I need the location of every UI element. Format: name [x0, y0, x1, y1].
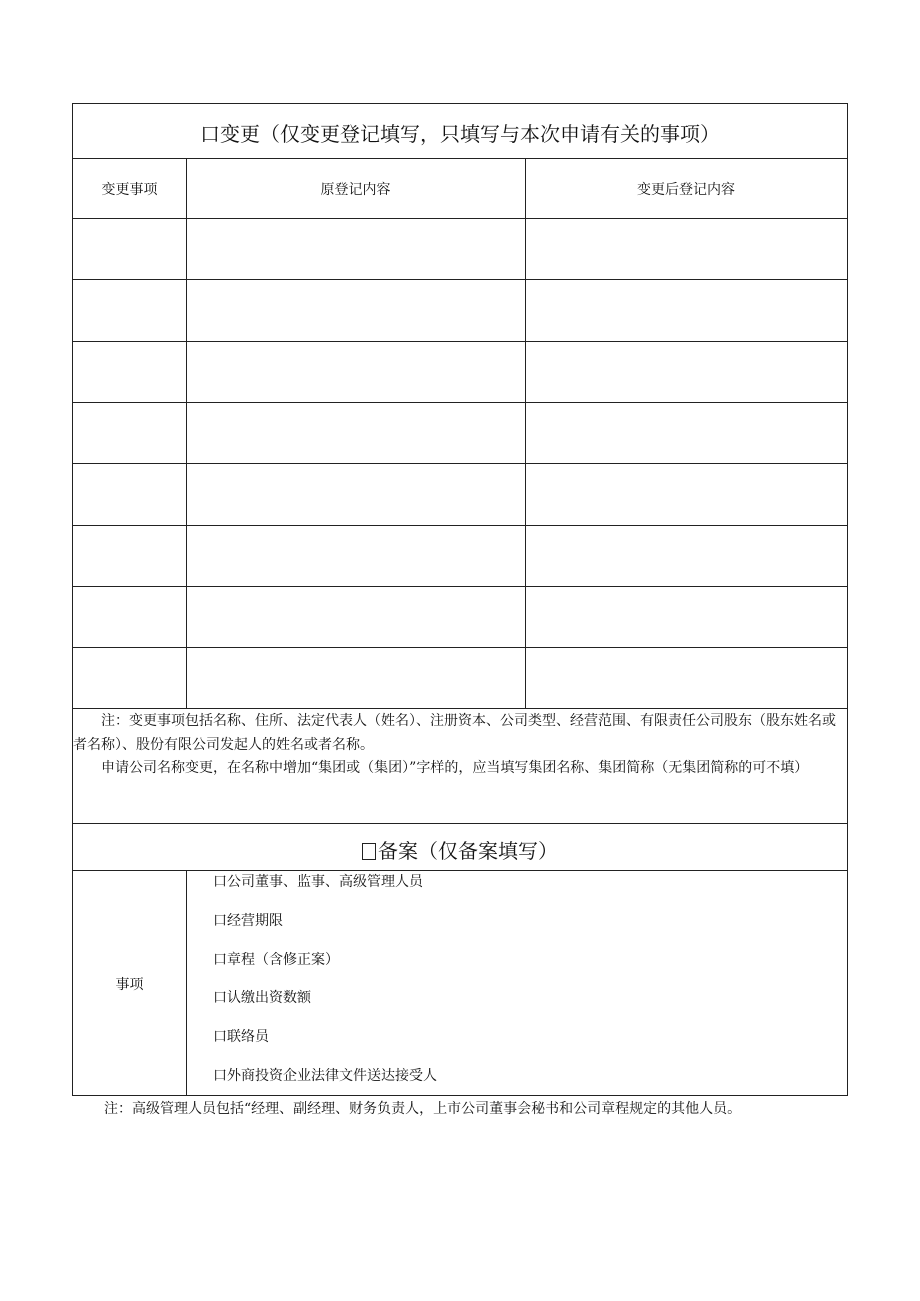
table-cell-changed[interactable]	[525, 402, 847, 463]
table-cell-change-item[interactable]	[73, 341, 186, 402]
table-cell-original[interactable]	[186, 647, 525, 708]
table-cell-changed[interactable]	[525, 586, 847, 647]
table-cell-changed[interactable]	[525, 279, 847, 341]
divider	[73, 158, 847, 159]
table-cell-changed[interactable]	[525, 341, 847, 402]
table-cell-original[interactable]	[186, 463, 525, 525]
table-cell-changed[interactable]	[525, 218, 847, 279]
divider	[73, 870, 847, 871]
filing-item[interactable]: 口认缴出资数额	[213, 990, 311, 1007]
filing-items-list	[213, 872, 843, 1105]
col-header-changed: 变更后登记内容	[637, 182, 735, 198]
table-cell-change-item[interactable]	[73, 463, 186, 525]
table-cell-change-item[interactable]	[73, 647, 186, 708]
table-cell-original[interactable]	[186, 218, 525, 279]
change-notes	[73, 710, 847, 781]
table-cell-change-item[interactable]	[73, 279, 186, 341]
table-cell-original[interactable]	[186, 402, 525, 463]
filing-item[interactable]: 口公司董事、监事、高级管理人员	[213, 874, 423, 890]
change-checkbox[interactable]: 口	[200, 122, 220, 146]
form-table	[72, 103, 848, 1096]
note-paragraph: 申请公司名称变更，在名称中增加“集团或（集团）”字样的，应当填写集团名称、集团简称（无集团简称的可不填）	[101, 760, 809, 776]
filing-checkbox[interactable]	[362, 843, 376, 860]
table-cell-original[interactable]	[186, 586, 525, 647]
table-cell-original[interactable]	[186, 341, 525, 402]
divider	[73, 823, 847, 824]
note-paragraph: 注：变更事项包括名称、住所、法定代表人（姓名）、注册资本、公司类型、经营范围、有限责任公司股东（股东姓名或者名称）、股份有限公司发起人的姓名或者名称。	[73, 713, 836, 753]
column-divider	[186, 870, 187, 1095]
filing-item[interactable]: 口章程（含修正案）	[213, 951, 339, 968]
table-cell-change-item[interactable]	[73, 586, 186, 647]
filing-item[interactable]: 口经营期限	[213, 912, 283, 929]
filing-item[interactable]: 口联络员	[213, 1029, 269, 1046]
filing-section-title: 备案（仅备案填写）	[73, 835, 847, 864]
footnote: 注：高级管理人员包括“经理、副经理、财务负责人，上市公司董事会秘书和公司章程规定的其他人员。	[104, 1101, 742, 1117]
col-header-change-item: 变更事项	[101, 182, 158, 198]
row-divider	[73, 708, 847, 709]
table-cell-change-item[interactable]	[73, 525, 186, 586]
filing-row-label: 事项	[115, 977, 144, 993]
table-cell-changed[interactable]	[525, 463, 847, 525]
table-cell-changed[interactable]	[525, 525, 847, 586]
change-section-title: 口变更（仅变更登记填写，只填写与本次申请有关的事项）	[200, 122, 720, 146]
table-cell-original[interactable]	[186, 525, 525, 586]
filing-item[interactable]: 口外商投资企业法律文件送达接受人	[213, 1067, 437, 1084]
col-header-original: 原登记内容	[320, 182, 391, 198]
table-cell-changed[interactable]	[525, 647, 847, 708]
table-cell-change-item[interactable]	[73, 402, 186, 463]
table-cell-change-item[interactable]	[73, 218, 186, 279]
table-cell-original[interactable]	[186, 279, 525, 341]
